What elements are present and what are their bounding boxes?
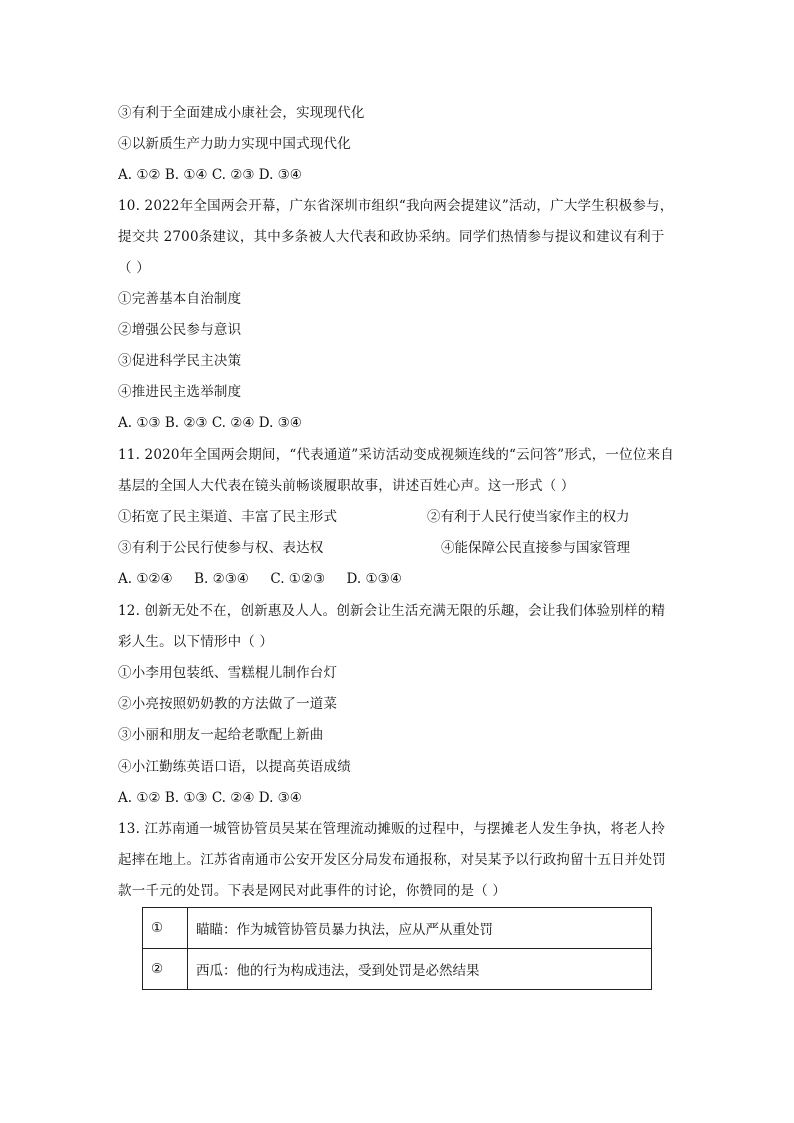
q10-option-2: ②增强公民参与意识 bbox=[118, 322, 242, 338]
q10-option-3: ③促进科学民主决策 bbox=[118, 353, 242, 369]
q10-option-4: ④推进民主选举制度 bbox=[118, 384, 242, 400]
q10-stem-line2: 提交共 2700条建议，其中多条被人大代表和政协采纳。同学们热情参与提议和建议有利于 bbox=[118, 229, 665, 245]
q12-option-4: ④小江勤练英语口语，以提高英语成绩 bbox=[118, 759, 351, 775]
q12-stem-line1: 12. 创新无处不在，创新惠及人人。创新会让生活充满无限的乐趣，会让我们体验别样的精 bbox=[118, 603, 666, 619]
table-cell-text: 西瓜：他的行为构成违法，受到处罚是必然结果 bbox=[188, 949, 652, 990]
q11-option-2: ②有利于人民行使当家作主的权力 bbox=[427, 509, 630, 525]
q9-option-4: ④以新质生产力助力实现中国式现代化 bbox=[118, 136, 351, 152]
q12-option-2: ②小亮按照奶奶教的方法做了一道菜 bbox=[118, 696, 338, 712]
q10-option-1: ①完善基本自治制度 bbox=[118, 291, 242, 307]
q10-stem-line1: 10. 2022年全国两会开幕，广东省深圳市组织“我向两会提建议”活动，广大学生积极参与， bbox=[118, 198, 674, 214]
q11-option-3: ③有利于公民行使参与权、表达权 bbox=[118, 540, 324, 556]
q10-answer-blank: （ ） bbox=[118, 260, 150, 276]
q13-stem-line1: 13. 江苏南通一城管协管员吴某在管理流动摊贩的过程中，与摆摊老人发生争执，将老人拎 bbox=[118, 821, 666, 837]
q11-stem-line1: 11. 2020年全国两会期间，“代表通道”采访活动变成视频连线的“云问答”形式，一位位来自 bbox=[118, 447, 674, 463]
q12-answers: A. ①② B. ①③ C. ②④ D. ③④ bbox=[118, 790, 302, 806]
q9-option-3: ③有利于全面建成小康社会，实现现代化 bbox=[118, 105, 365, 121]
q12-stem-line2: 彩人生。以下情形中（ ） bbox=[118, 634, 274, 650]
q13-stem-line2: 起摔在地上。江苏省南通市公安开发区分局发布通报称，对吴某予以行政拘留十五日并处罚 bbox=[118, 852, 666, 868]
q11-option-4: ④能保障公民直接参与国家管理 bbox=[441, 540, 630, 556]
q12-option-1: ①小李用包装纸、雪糕棍儿制作台灯 bbox=[118, 665, 338, 681]
table-cell-number: ① bbox=[143, 908, 188, 949]
q10-answers: A. ①③ B. ②③ C. ②④ D. ③④ bbox=[118, 415, 302, 431]
discussion-table bbox=[142, 907, 652, 990]
q12-option-3: ③小丽和朋友一起给老歌配上新曲 bbox=[118, 727, 324, 743]
q11-option-1: ①拓宽了民主渠道、丰富了民主形式 bbox=[118, 509, 338, 525]
table-row bbox=[143, 949, 652, 990]
q11-stem-line2: 基层的全国人大代表在镜头前畅谈履职故事，讲述百姓心声。这一形式（ ） bbox=[118, 478, 575, 494]
q11-answers: A. ①②④ B. ②③④ C. ①②③ D. ①③④ bbox=[118, 571, 402, 587]
table-cell-number: ② bbox=[143, 949, 188, 990]
table-row bbox=[143, 908, 652, 949]
q13-stem-line3: 款一千元的处罚。下表是网民对此事件的讨论，你赞同的是（ ） bbox=[118, 883, 507, 899]
table-cell-text: 瞄瞄：作为城管协管员暴力执法，应从严从重处罚 bbox=[188, 908, 652, 949]
q9-answers: A. ①② B. ①④ C. ②③ D. ③④ bbox=[118, 167, 302, 183]
